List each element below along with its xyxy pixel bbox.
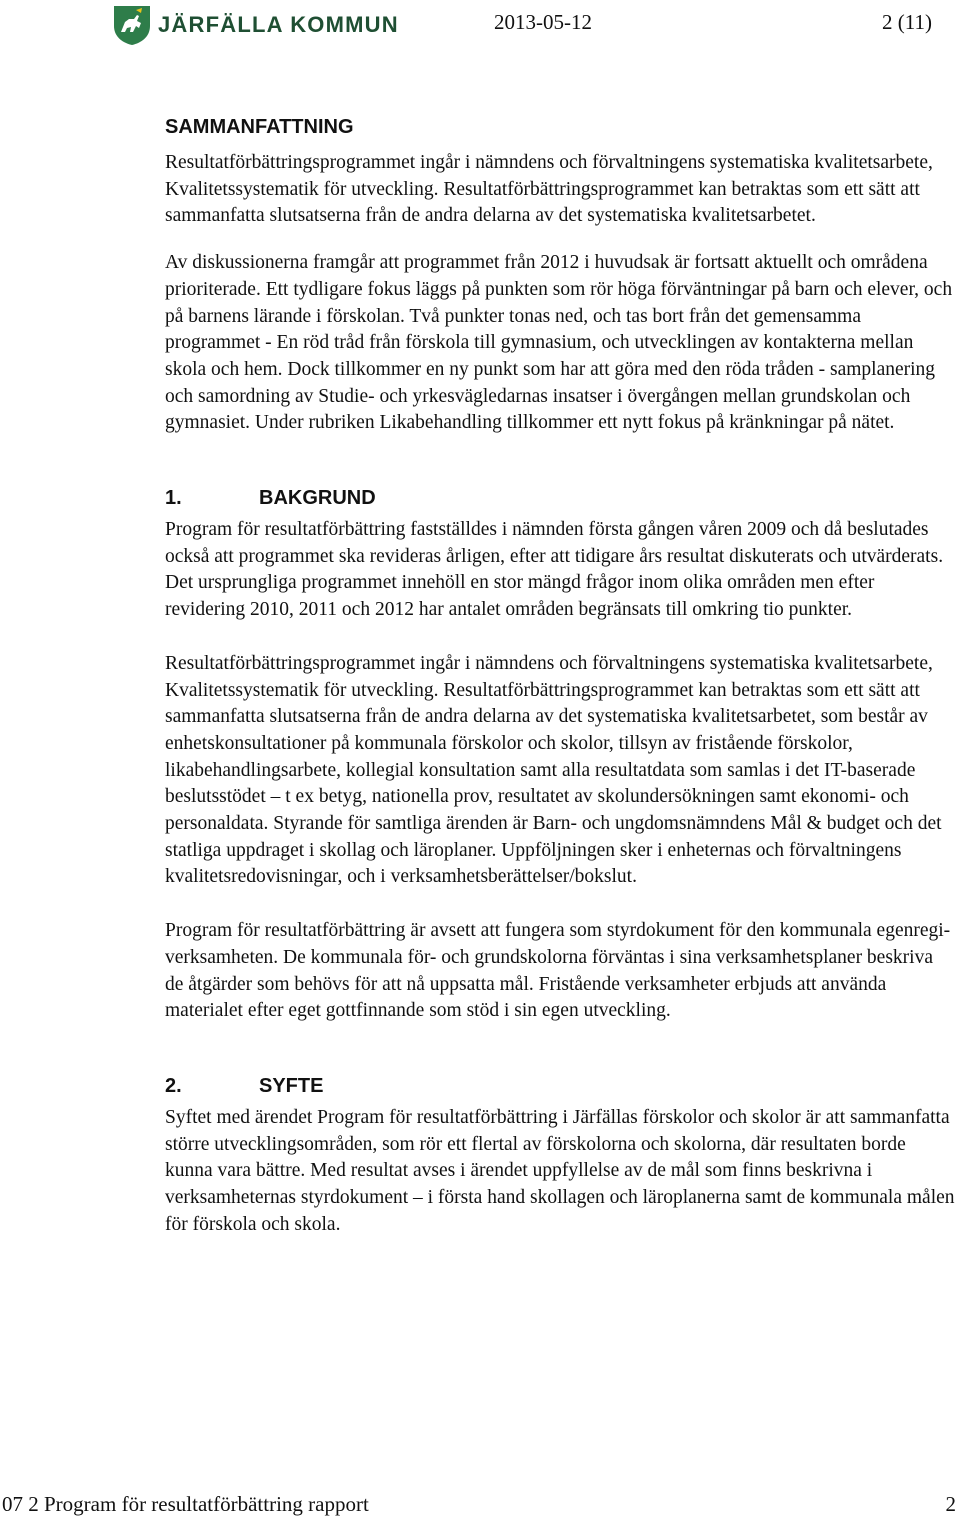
purpose-section-title: SYFTE [259,1074,324,1097]
page-footer [0,1490,960,1518]
summary-paragraph-2: Av diskussionerna framgår att programmet från 2012 i huvudsak är fortsatt aktuellt och områdena prioriterade. Ett tydligare fokus läggs på punkten som rör höga förväntningar på barn och elever, och på barnens lärande i förskolan. Två punkter tonas ned, och tas bort från det gemensamma programmet - En röd tråd från förskola till gymnasium, och utvecklingen av kontakterna mellan skola och hem. Dock tillkommer en ny punkt som har att göra med den röda tråden - samplanering och samordning av Studie- och yrkesvägledarnas insatser i övergången mellan grundskolan och gymnasiet. Under rubriken Likabehandling tillkommer ett nytt fokus på kränkningar på nätet. [165,252,953,434]
background-paragraph-3: Program för resultatförbättring är avsett att fungera som styrdokument för den kommunala egenregi-verksamheten. De kommunala för- och grundskolorna förväntas i sina verksamhetsplaner beskriva de åtgärder som behövs för att nå uppsatta mål. Fristående verksamheter erbjuds att använda materialet efter eget gottfinnande som stöd i sin egen utveckling. [165,920,951,1022]
header-date: 2013-05-12 [494,10,592,34]
purpose-heading [165,1071,955,1101]
footer-page-number: 2 [945,1492,956,1516]
summary-heading: SAMMANFATTNING [165,116,354,138]
background-section-number: 1. [165,487,182,510]
background-paragraph-2: Resultatförbättringsprogrammet ingår i nämndens och förvaltningens systematiska kvalitetsarbete, Kvalitetssystematik för utveckling. Resultatförbättringsprogrammet kan betraktas som ett sätt att sammanfatta slutsatserna från de andra delarna av det systematiska kvalitetsarbetet, som består av enhetskonsultationer på kommunala förskolor och skolor, tillsyn av fristående förskolor, likabehandlingsarbete, kollegial konsultation samt alla resultatdata som samlas i det IT-baserade beslutsstödet – t ex betyg, nationella prov, resultatet av skolundersökningen samt ekonomi- och personaldata. Styrande för samtliga ärenden är Barn- och ungdomsnämndens Mål & budget och det statliga uppdraget i skollag och läroplaner. Uppföljningen sker i enheternas och förvaltningens kvalitetsredovisningar, och i verksamhetsberättelser/bokslut. [165,652,942,888]
background-section-title: BAKGRUND [259,487,376,510]
footer-document-title: 07 2 Program för resultatförbättring rapport [2,1492,369,1516]
municipality-name: JÄRFÄLLA KOMMUN [158,12,399,37]
purpose-paragraph-1: Syftet med ärendet Program för resultatförbättring i Järfällas förskolor och skolor är att sammanfatta större utvecklingsområden, som rör ett flertal av förskolorna och skolorna, där resultaten borde kunna vara bättre. Med resultat avses i ärendet uppfyllelse av de mål som finns beskrivna i verksamheternas styrdokument – i första hand skollagen och läroplanerna samt de kommunala målen för förskola och skola. [165,1106,955,1235]
document-body [165,112,955,1239]
background-paragraph-1: Program för resultatförbättring fastställdes i nämnden första gången våren 2009 och då beslutades också att programmet ska revideras årligen, efter att tidigare års resultat diskuterats och utvärderats. Det ursprungliga programmet innehöll en stor mängd frågor inom olika områden men efter revidering 2010, 2011 och 2012 har antalet områden begränsats till omkring tio punkter. [165,519,944,621]
coat-of-arms-icon [112,4,152,46]
header-page-number: 2 (11) [882,10,932,34]
background-heading [165,483,955,513]
municipality-logo [112,4,399,46]
page-header [0,0,960,48]
summary-paragraph-1: Resultatförbättringsprogrammet ingår i nämndens och förvaltningens systematiska kvalitetsarbete, Kvalitetssystematik för utveckling. Resultatförbättringsprogrammet kan betraktas som ett sätt att sammanfatta slutsatserna från de andra delarna av det systematiska kvalitetsarbetet. [165,152,933,227]
purpose-section-number: 2. [165,1074,182,1097]
